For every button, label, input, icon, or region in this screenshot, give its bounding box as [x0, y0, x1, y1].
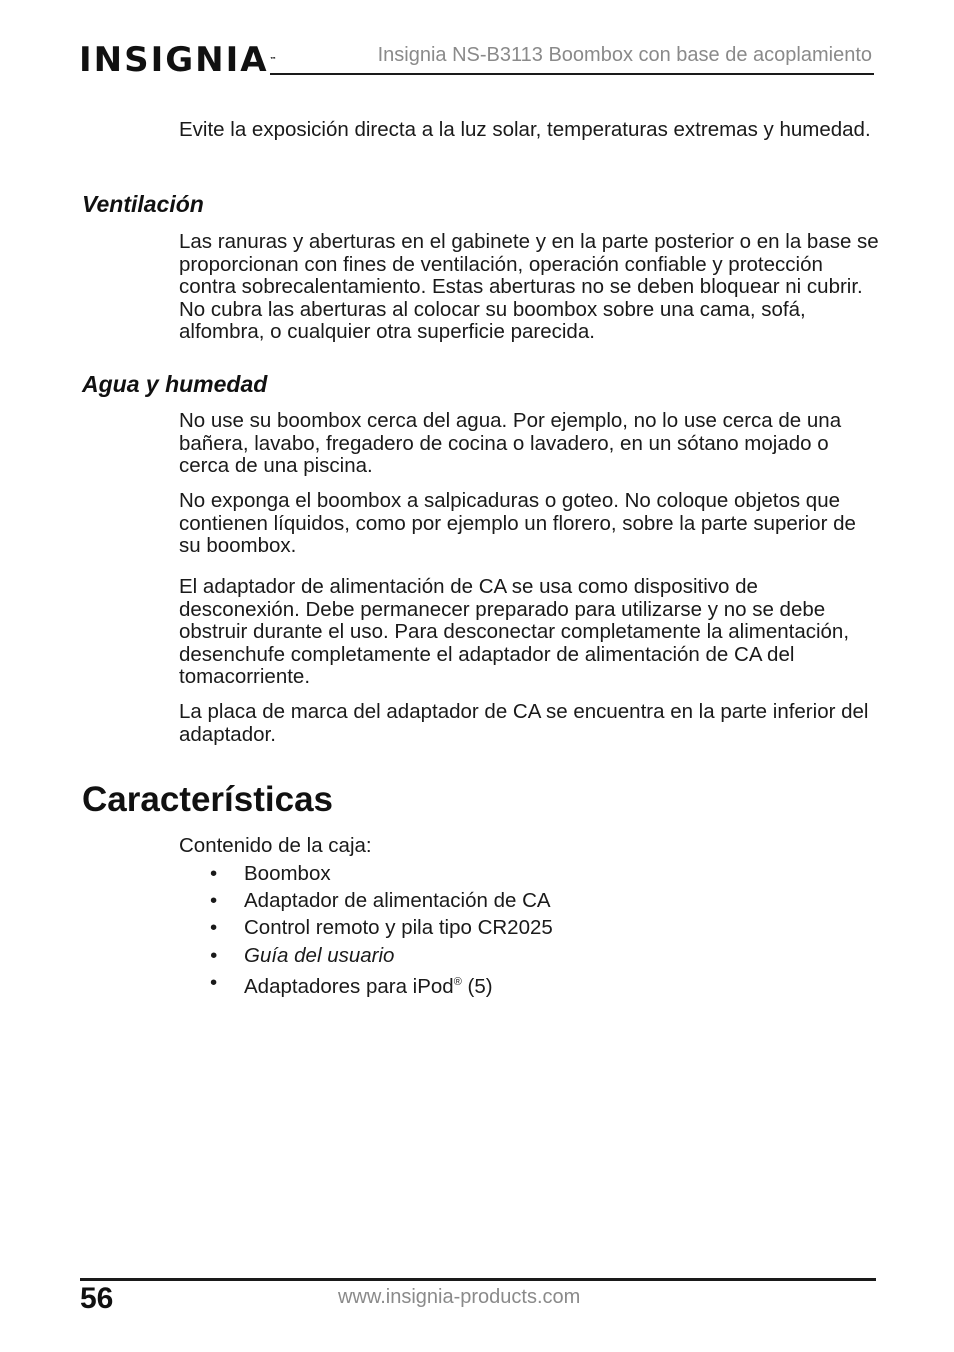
insignia-logo: INSIGNIA™: [79, 40, 277, 80]
header-title: Insignia NS-B3113 Boombox con base de acoplamiento: [377, 44, 872, 66]
caja-intro: Contenido de la caja:: [179, 834, 372, 857]
intro-paragraph: Evite la exposición directa a la luz solar, temperaturas extremas y humedad.: [179, 118, 871, 141]
agua-paragraph-3: El adaptador de alimentación de CA se usa como dispositivo de desconexión. Debe permanecer preparado para utilizarse y no se debe obstruir durante el uso. Para desconectar completamente la alimentación, desenchufe completamente el adaptador de alimentación de CA del tomacorriente.: [179, 575, 850, 689]
bullet-icon: •: [210, 916, 218, 940]
ventilacion-heading: Ventilación: [82, 191, 204, 217]
list-item: • Boombox: [179, 860, 829, 887]
list-item: • Guía del usuario: [179, 942, 829, 969]
bullet-icon: •: [210, 943, 218, 967]
page-number: 56: [80, 1282, 114, 1315]
bullet-icon: •: [210, 970, 218, 994]
header-rule: [270, 73, 874, 75]
bullet-icon: •: [210, 889, 218, 913]
footer-rule: [80, 1278, 876, 1281]
agua-paragraph-4: La placa de marca del adaptador de CA se encuentra en la parte inferior del adaptador.: [179, 700, 869, 746]
list-item: • Adaptadores para iPod® (5): [210, 970, 493, 998]
agua-heading: Agua y humedad: [82, 371, 268, 397]
ventilacion-paragraph: Las ranuras y aberturas en el gabinete y en la parte posterior o en la base se proporcionan con fines de ventilación, operación confiable y protección contra sobrecalentamiento. Estas aberturas no se deben bloquear ni cubrir. No cubra las aberturas al colocar su boombox sobre una cama, sofá, alfombra, o cualquier otra superficie parecida.: [179, 230, 879, 344]
list-item: • Control remoto y pila tipo CR2025: [179, 914, 829, 941]
bullet-icon: •: [210, 862, 218, 885]
caja-list: [179, 860, 829, 996]
list-item: • Adaptador de alimentación de CA: [179, 887, 829, 914]
agua-paragraph-2: No exponga el boombox a salpicaduras o goteo. No coloque objetos que contienen líquidos, como por ejemplo un florero, sobre la parte superior de su boombox.: [179, 489, 856, 558]
caracteristicas-heading: Características: [82, 780, 333, 819]
agua-paragraph-1: No use su boombox cerca del agua. Por ejemplo, no lo use cerca de una bañera, lavabo, fregadero de cocina o lavadero, en un sótano mojado o cerca de una piscina.: [179, 409, 842, 478]
footer-url: www.insignia-products.com: [338, 1286, 581, 1308]
